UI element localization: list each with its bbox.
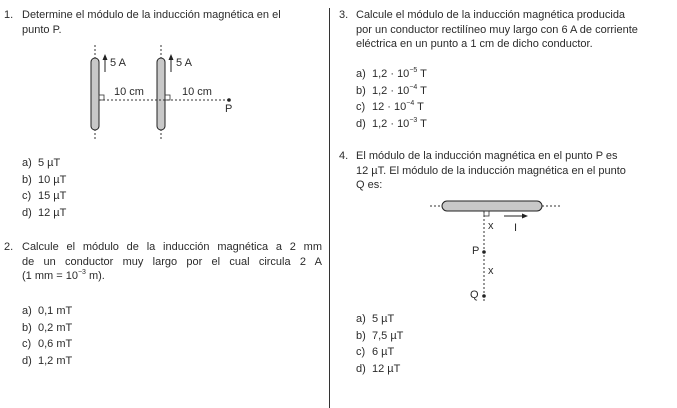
current-arrowhead-2 bbox=[169, 54, 174, 60]
horizontal-wire bbox=[442, 201, 542, 211]
distance-label-1: 10 cm bbox=[114, 86, 144, 98]
option-b bbox=[22, 172, 66, 189]
option-value: −5 bbox=[409, 67, 418, 74]
option-value: 15 µT bbox=[38, 190, 67, 202]
question-text-part: m). bbox=[85, 270, 105, 282]
right-angle-1 bbox=[99, 95, 104, 100]
question-line: 12 µT. El módulo de la inducción magnética en el punto bbox=[356, 164, 626, 177]
question-text bbox=[22, 240, 322, 284]
point-p bbox=[482, 250, 486, 254]
option-a bbox=[22, 155, 66, 172]
options-list bbox=[22, 155, 66, 221]
option-c bbox=[356, 99, 427, 116]
option-value: 12 µT bbox=[372, 362, 401, 375]
question-line: Determine el módulo de la inducción magnética en el bbox=[22, 9, 281, 21]
question-text bbox=[22, 8, 324, 37]
question-line bbox=[22, 269, 322, 284]
point-label-q: Q bbox=[470, 289, 479, 301]
wire-1 bbox=[91, 58, 99, 130]
option-c bbox=[22, 188, 66, 205]
option-a bbox=[356, 66, 427, 83]
option-b bbox=[356, 328, 403, 345]
point-p bbox=[227, 98, 231, 102]
option-value: 1,2 · 10 bbox=[372, 68, 410, 80]
option-value: −4 bbox=[409, 83, 418, 91]
option-value: 6 µT bbox=[372, 346, 395, 358]
question-line: Calcule el módulo de la inducción magnética a 2 mm bbox=[22, 241, 322, 253]
question-line: de un conductor muy largo por el cual circula 2 A bbox=[22, 255, 322, 268]
question-number: 2. bbox=[4, 241, 14, 253]
option-value: T bbox=[414, 101, 424, 113]
current-label-i: I bbox=[514, 222, 518, 234]
option-key: b) bbox=[22, 173, 32, 186]
options-list bbox=[356, 311, 403, 377]
option-value: 12 · 10 bbox=[372, 101, 407, 113]
question-number: 1. bbox=[4, 9, 14, 21]
question-line: eléctrica en un punto a 1 cm de dicho conductor. bbox=[356, 38, 593, 50]
option-key: d) bbox=[356, 362, 366, 375]
question-text-part: −3 bbox=[77, 269, 86, 276]
option-value: 1,2 · 10 bbox=[372, 84, 410, 97]
option-value: 1,2 mT bbox=[38, 354, 73, 367]
option-value: 12 µT bbox=[38, 206, 67, 219]
distance-label-x1: x bbox=[488, 220, 494, 232]
question-number: 4. bbox=[339, 150, 349, 162]
option-key: a) bbox=[22, 305, 32, 317]
option-a bbox=[356, 311, 403, 328]
option-b bbox=[22, 320, 72, 337]
option-d bbox=[22, 353, 72, 370]
current-arrowhead bbox=[522, 214, 528, 219]
option-c bbox=[22, 336, 72, 353]
option-key: c) bbox=[356, 346, 366, 358]
point-label-p: P bbox=[225, 103, 233, 115]
current-label-2: 5 A bbox=[176, 57, 192, 69]
option-key: c) bbox=[22, 338, 32, 350]
option-c bbox=[356, 344, 403, 361]
right-angle-marker bbox=[484, 211, 489, 216]
option-a bbox=[22, 303, 72, 320]
option-key: a) bbox=[22, 157, 32, 169]
question-line: Q es: bbox=[356, 179, 383, 191]
distance-label-x2: x bbox=[488, 265, 494, 277]
options-list bbox=[22, 303, 72, 369]
option-key: b) bbox=[356, 84, 366, 97]
option-key: c) bbox=[356, 101, 366, 113]
question-line: por un conductor rectilíneo muy largo con 6 A de corriente bbox=[356, 23, 638, 36]
option-value: 1,2 · 10 bbox=[372, 117, 410, 130]
wire-2 bbox=[157, 58, 165, 130]
options-list bbox=[356, 66, 427, 132]
option-value: 5 µT bbox=[372, 313, 395, 325]
right-angle-2 bbox=[165, 95, 170, 100]
option-value: 0,2 mT bbox=[38, 321, 73, 334]
option-key: d) bbox=[22, 354, 32, 367]
option-key: d) bbox=[356, 117, 366, 130]
question-text bbox=[356, 8, 656, 52]
option-d bbox=[22, 205, 66, 222]
option-d bbox=[356, 361, 403, 378]
column-divider bbox=[329, 8, 330, 408]
option-key: a) bbox=[356, 68, 366, 80]
question-text-part: (1 mm = 10 bbox=[22, 270, 78, 282]
distance-label-2: 10 cm bbox=[182, 86, 212, 98]
option-value: 0,6 mT bbox=[38, 338, 73, 350]
option-key: b) bbox=[356, 329, 366, 342]
figure-two-wires bbox=[80, 42, 250, 142]
option-value: 7,5 µT bbox=[372, 329, 404, 342]
question-line: Calcule el módulo de la inducción magnética producida bbox=[356, 9, 626, 21]
option-value: T bbox=[417, 117, 427, 130]
option-value: 0,1 mT bbox=[38, 305, 73, 317]
figure-wire-points bbox=[420, 195, 570, 307]
option-value: −3 bbox=[409, 116, 418, 124]
option-value: −4 bbox=[406, 100, 415, 107]
option-value: 5 µT bbox=[38, 157, 61, 169]
option-key: b) bbox=[22, 321, 32, 334]
option-d bbox=[356, 116, 427, 133]
question-number: 3. bbox=[339, 9, 349, 21]
option-value: T bbox=[417, 84, 427, 97]
option-b bbox=[356, 83, 427, 100]
current-label-1: 5 A bbox=[110, 57, 126, 69]
option-key: c) bbox=[22, 190, 32, 202]
option-value: T bbox=[417, 68, 427, 80]
option-key: d) bbox=[22, 206, 32, 219]
question-text bbox=[356, 149, 656, 193]
option-value: 10 µT bbox=[38, 173, 67, 186]
point-q bbox=[482, 294, 486, 298]
question-line: punto P. bbox=[22, 23, 62, 36]
point-label-p: P bbox=[472, 245, 480, 257]
option-key: a) bbox=[356, 313, 366, 325]
current-arrowhead-1 bbox=[103, 54, 108, 60]
question-line: El módulo de la inducción magnética en el punto P es bbox=[356, 150, 618, 162]
